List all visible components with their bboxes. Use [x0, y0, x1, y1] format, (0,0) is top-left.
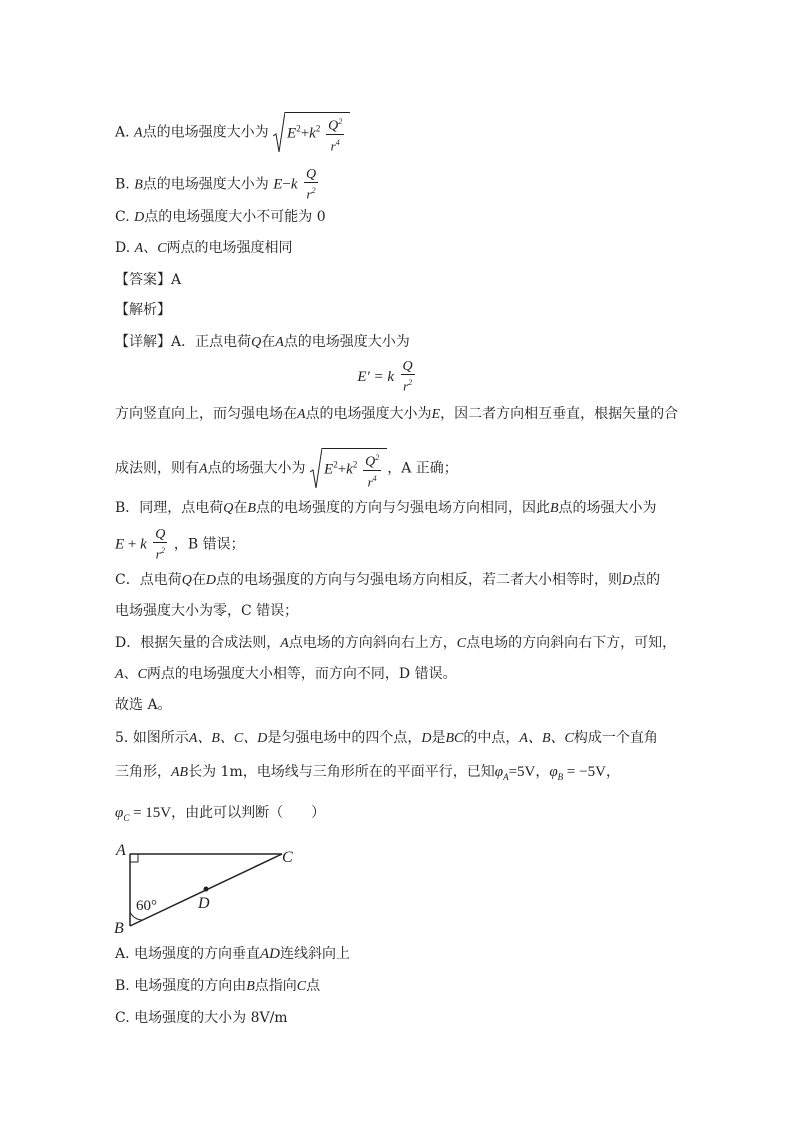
detail-a-line: 【详解】A．正点电荷Q在A点的电场强度大小为	[115, 334, 410, 350]
detail-d-line1: D．根据矢量的合成法则，A点电场的方向斜向右上方，C点电场的方向斜向右下方，可知，	[115, 635, 677, 651]
detail-para1: 方向竖直向上，而匀强电场在A点的电场强度大小为E，因二者方向相互垂直，根据矢量的合	[115, 406, 679, 422]
q5-line2: 三角形，AB长为 1m，电场线与三角形所在的平面平行，已知$\varphi_A=5V$，$\varphi_B = -5V$，	[115, 764, 620, 782]
q5-line1: 5. 如图所示A、B、C、D是匀强电场中的四个点，D是BC的中点，A、B、C构成一个直角	[115, 730, 658, 746]
option-c: C. D点的电场强度大小不可能为 0	[115, 209, 326, 225]
fraction: $\frac{Q}{r^2}$	[305, 167, 317, 202]
q5-option-c: C. 电场强度的大小为 8V/m	[115, 1010, 288, 1026]
answer-line	[115, 270, 181, 290]
answer-value: A	[171, 272, 182, 288]
detail-c-line2: 电场强度大小为零，C 错误；	[115, 603, 299, 619]
q5-option-a: A. 电场强度的方向垂直AD连线斜向上	[115, 946, 351, 962]
point-d-dot	[204, 887, 209, 892]
label-angle: 60°	[136, 898, 157, 914]
detail-para2: 成法则，则有A点的场强大小为 $E^2+k^2$ $\frac{Q^2}{r^4}$ ，A 正确；	[115, 448, 458, 489]
detail-d-line2: A、C两点的电场强度大小相等，而方向不同，D 错误。	[115, 666, 457, 682]
q5-option-b: B. 电场强度的方向由B点指向C点	[115, 978, 321, 994]
label-a: A	[116, 842, 126, 859]
sqrt-formula-2: $E^2+k^2$ $\frac{Q^2}{r^4}$	[310, 448, 387, 489]
q5-line3: $\varphi_C = 15V$，由此可以判断（ ）	[115, 805, 326, 823]
formula-e-prime: E′ = k $\frac{Q}{r^2}$	[357, 359, 413, 394]
option-d: D. A、C两点的电场强度相同	[115, 240, 293, 256]
detail-c-line1: C．点电荷Q在D点的电场强度的方向与匀强电场方向相反，若二者大小相等时，则D点的	[115, 572, 661, 588]
detail-b-line2: E + k $\frac{Q}{r^2}$ ，B 错误；	[115, 527, 245, 562]
detail-b-line1: B．同理，点电荷Q在B点的电场强度的方向与匀强电场方向相同，因此B点的场强大小为	[115, 500, 657, 516]
triangle-diagram	[110, 838, 310, 938]
label-c: C	[282, 849, 293, 866]
option-a: A. A点的电场强度大小为 $E^2+k^2$ $\frac{Q^2}{r^4}$	[115, 112, 350, 153]
label-b: B	[114, 920, 124, 937]
analysis-label: 【解析】	[115, 302, 171, 318]
conclusion: 故选 A。	[115, 697, 172, 713]
sqrt-formula: $E^2+k^2$ $\frac{Q^2}{r^4}$	[273, 112, 350, 153]
label-d: D	[198, 895, 210, 912]
answer-label: 【答案】	[115, 272, 171, 288]
option-b: B. B点的电场强度大小为 E−k $\frac{Q}{r^2}$	[115, 167, 317, 202]
